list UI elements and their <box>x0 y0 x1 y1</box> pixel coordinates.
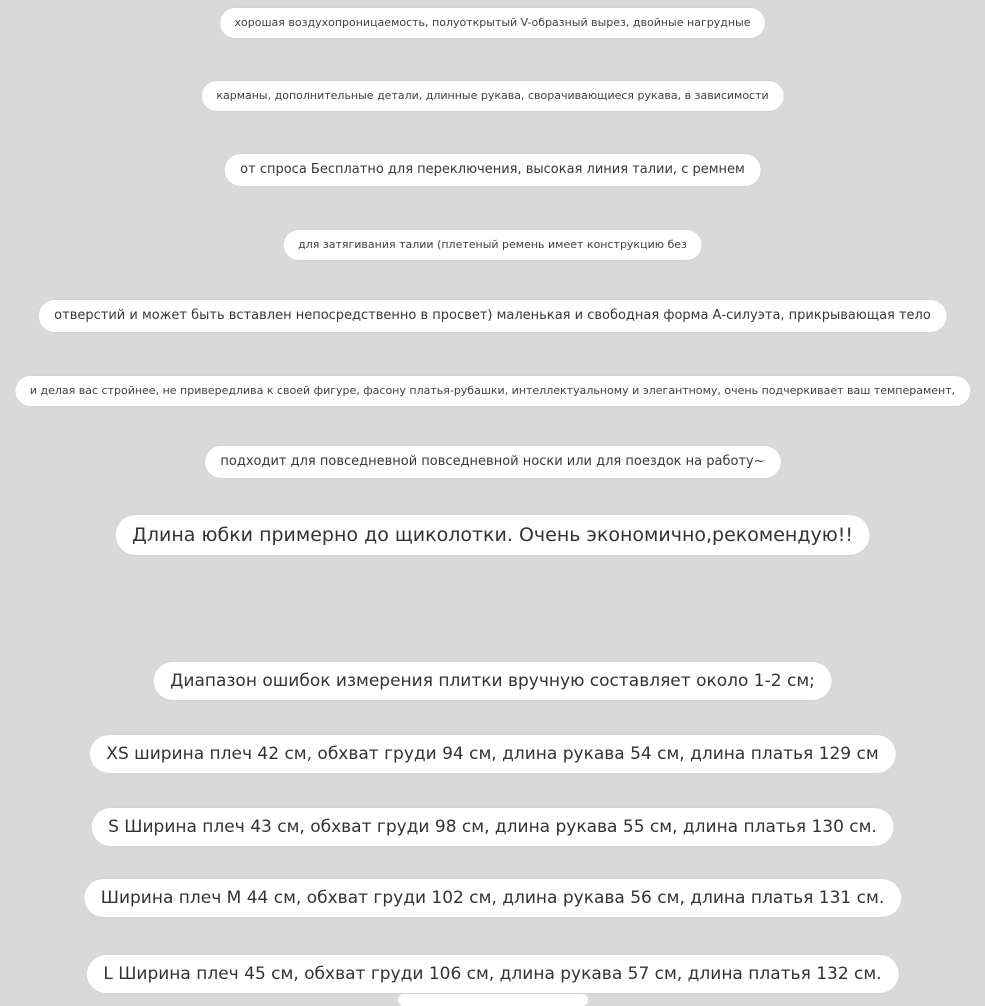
measurement-note: Диапазон ошибок измерения плитки вручную составляет около 1-2 см; <box>153 662 832 700</box>
description-line: для затягивания талии (плетеный ремень имеет конструкцию без <box>283 230 702 260</box>
description-line: хорошая воздухопроницаемость, полуоткрытый V-образный вырез, двойные нагрудные <box>220 8 766 38</box>
description-line: подходит для повседневной повседневной носки или для поездок на работу~ <box>204 446 780 478</box>
description-line: карманы, дополнительные детали, длинные рукава, сворачивающиеся рукава, в зависимости <box>201 81 783 111</box>
description-line: от спроса Бесплатно для переключения, высокая линия талии, с ремнем <box>224 154 761 186</box>
next-line-edge <box>398 994 588 1006</box>
size-row-s: S Ширина плеч 43 см, обхват груди 98 см, длина рукава 55 см, длина платья 130 см. <box>91 808 894 846</box>
size-row-xs: XS ширина плеч 42 см, обхват груди 94 см, длина рукава 54 см, длина платья 129 см <box>89 735 895 773</box>
description-line: отверстий и может быть вставлен непосредственно в просвет) маленькая и свободная форма А-силуэта, прикрывающая тело <box>38 300 947 332</box>
description-line: и делая вас стройнее, не привередлива к своей фигуре, фасону платья-рубашки, интеллектуальному и элегантному, очень подчеркивает ваш темперамент, <box>15 376 970 406</box>
size-row-l: L Ширина плеч 45 см, обхват груди 106 см, длина рукава 57 см, длина платья 132 см. <box>86 955 898 993</box>
length-note: Длина юбки примерно до щиколотки. Очень экономично,рекомендую!! <box>115 515 870 555</box>
size-row-m: Ширина плеч M 44 см, обхват груди 102 см, длина рукава 56 см, длина платья 131 см. <box>84 879 901 917</box>
